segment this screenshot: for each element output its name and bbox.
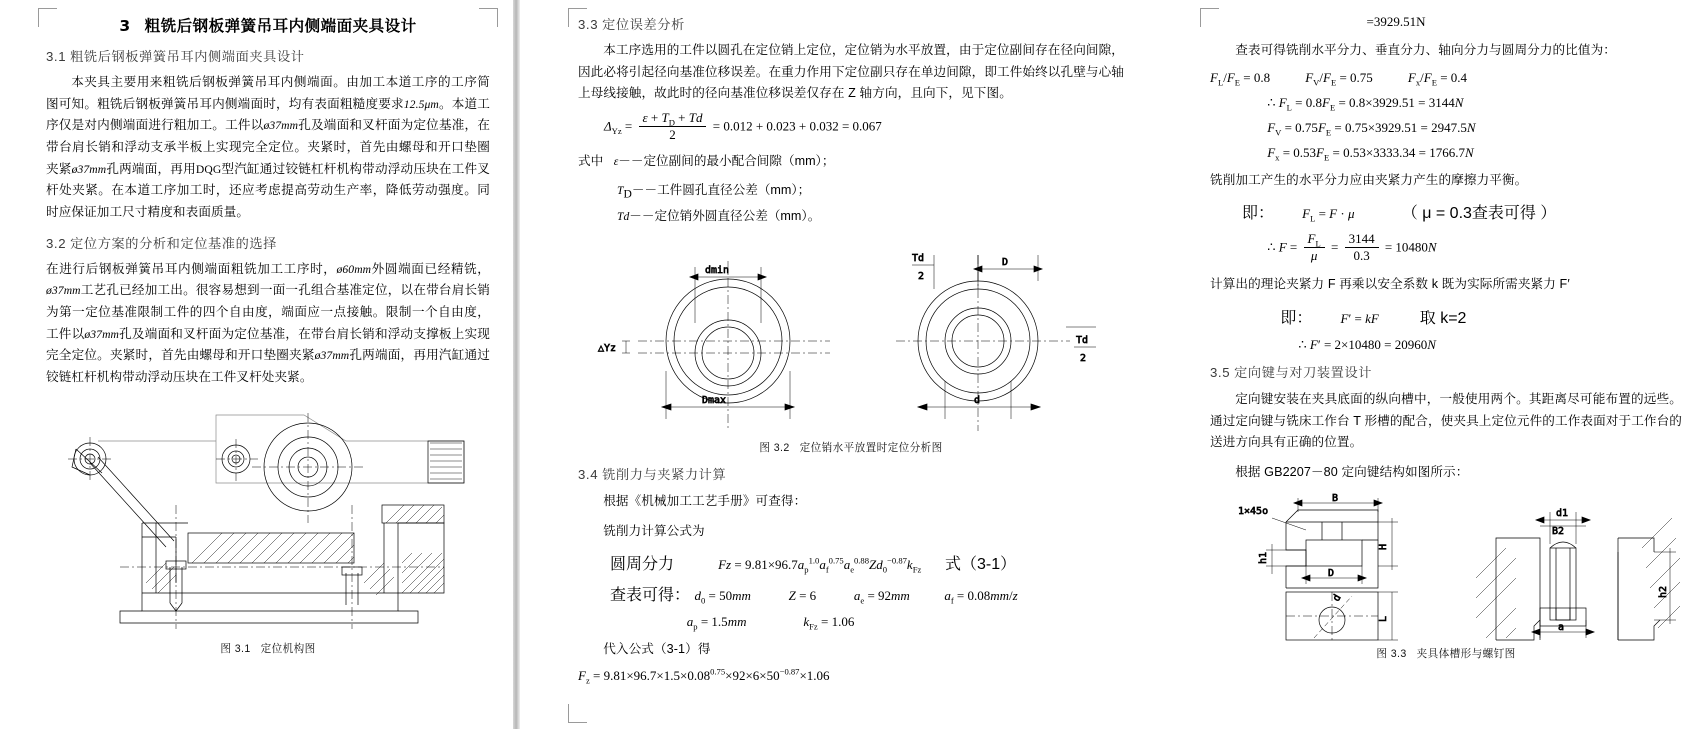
figure-3-1-drawing — [46, 397, 490, 637]
dim-delta-yz: △Yz — [598, 343, 617, 355]
paragraph-3-5: 定向键安装在夹具底面的纵向槽中，一般使用两个。其距离尽可能布置的远些。通过定向键与铣床工作台 T 形槽的配合，使夹具上定位元件的工作表面对于工作台的送进方向具有正确的位置。 — [1210, 391, 1682, 450]
figure-3-2 — [578, 231, 1124, 436]
text-run: 孔两端面，再用汽缸通过铰链杠杆机构带动浮动压块在工件叉杆处夹紧。 — [46, 348, 490, 384]
dim-a: a — [1558, 621, 1565, 633]
paragraph-safety: 计算出的理论夹紧力 F 再乘以安全系数 k 既为实际所需夹紧力 F′ — [1210, 277, 1570, 292]
symbol-TD: T — [617, 184, 624, 198]
dim-D: D — [1328, 567, 1335, 579]
text-run: 孔及端面和叉杆面为定位基准，在带台肩长销和浮动支承半板上实现完全定位。夹紧时，首先由螺母和开口垫圈夹紧 — [46, 118, 491, 176]
math-run: ø60mm — [336, 262, 372, 276]
dim-B: B — [1332, 492, 1339, 504]
where-text-1: －－定位副间的最小配合间隙（mm）； — [618, 153, 835, 168]
eq-k-note: 取 k=2 — [1419, 309, 1467, 327]
eq-label-1: 即： — [1242, 205, 1275, 223]
lookup-row-1: 查表可得： $d_0 = 50mm$ Z = 6 $a_e = 92mm$ $a_f = 0.08mm/z$ — [610, 586, 1018, 606]
figure-3-1-label: 图 3.1 — [220, 642, 251, 655]
dim-B2: B2 — [1552, 525, 1565, 537]
text-run: 工艺孔已经加工出。很容易想到一面一孔组合基准定位，以在带台肩长销为第一定位基准限制工件的四个自由度，端面应一点接触。限制一个自由度，工件以 — [46, 283, 490, 341]
math-run: ø37mm — [46, 284, 81, 298]
section-number-3-5: 3.5 — [1210, 364, 1231, 380]
dim-h2: h2 — [1658, 585, 1669, 598]
figure-3-1-caption — [46, 641, 490, 656]
section-title-3-2: 定位方案的分析和定位基准的选择 — [70, 235, 277, 251]
paragraph-handbook: 根据《机械加工工艺手册》可查得： — [603, 494, 807, 509]
paragraph-ratio: 查表可得铣削水平分力、垂直分力、轴向分力与圆周分力的比值为： — [1235, 43, 1616, 57]
fraction-FL-mu: $\frac{F_L}{\mu}$ — [1304, 231, 1325, 264]
math-run: 12.5μm — [403, 97, 439, 111]
lookup-row-2: $a_p = 1.5mm$ $k_{Fz} = 1.06$ — [686, 613, 855, 632]
math-run: ø37mm — [84, 327, 120, 341]
symbol-epsilon: ε — [613, 154, 619, 168]
text-run: 孔及端面和叉杆面为定位基准，在带台肩长销和浮动支撑板上实现完全定位。夹紧时，首先由螺母和开口垫圈夹紧 — [46, 326, 490, 363]
paragraph-substitute: 代入公式（3-1）得 — [603, 641, 711, 656]
calc-line-3: $F_x = 0.53F_E = 0.53\times 3333.34 = 1766.7N$ — [1267, 144, 1474, 163]
where-label: 式中 — [578, 153, 604, 168]
crop-mark-bottom-left — [568, 704, 587, 723]
document-page-1 — [0, 0, 520, 729]
document-page-2 — [520, 0, 1160, 729]
equation-force: ∴ F = $\frac{F_L}{\mu}$ = $\frac{3144}{0.3}$ = 10480N — [1267, 231, 1437, 264]
dim-chamfer: 1×45o — [1238, 505, 1269, 517]
section-heading-3-5 — [1210, 362, 1682, 381]
lookup-label: 查表可得： — [610, 586, 691, 604]
page-1-content — [46, 0, 490, 656]
section-number-3-4: 3.4 — [578, 467, 599, 483]
eq-friction-note: （ μ = 0.3查表可得 ） — [1401, 205, 1557, 223]
page-title — [46, 14, 490, 36]
figure-3-2-drawing — [578, 231, 1108, 436]
calc-line-2: $F_V = 0.75F_E = 0.75\times 3929.51 = 2947.5N$ — [1267, 119, 1476, 138]
page-title-text: 粗铣后钢板弹簧吊耳内侧端面夹具设计 — [144, 17, 417, 35]
section-number-3-3: 3.3 — [578, 17, 599, 32]
formula-fz-result: $F_z = 9.81\times 96.7\times 1.5\times 0.08^{0.75}\times 92\times 6\times 50^{-0.87}\times 1.06$ — [578, 667, 830, 686]
dim-D: D — [1002, 257, 1009, 269]
text-run: 外圆端面已经精铣， — [371, 261, 490, 276]
dim-H: H — [1378, 543, 1389, 550]
formula-label-circ: 圆周分力 — [610, 555, 675, 573]
where-item-3 — [578, 205, 1124, 224]
dim-d: d — [974, 395, 981, 407]
formula-locating-error: $\Delta_{Yz}$ = $\frac{\varepsilon + T_D + Td}{2}$ = 0.012 + 0.023 + 0.032 = 0.067 — [604, 109, 882, 142]
page-gutter-1 — [513, 0, 520, 729]
section-title-3-1: 粗铣后钢板弹簧吊耳内侧端面夹具设计 — [70, 49, 305, 64]
dim-Td-right: Td — [1076, 335, 1089, 347]
figure-3-3-caption — [1210, 646, 1682, 661]
equation-kf-row: 即： F′ = kF 取 k=2 — [1280, 309, 1467, 327]
text-run: 。本道工序仅是对内侧端面进行粗加工。工件以 — [46, 96, 490, 133]
figure-3-2-text: 定位销水平放置时定位分析图 — [799, 442, 943, 455]
dim-d-angled: d — [1331, 592, 1344, 604]
section-heading-3-1 — [46, 46, 490, 65]
page-2-content — [578, 0, 1124, 684]
paragraph-3-2 — [46, 259, 490, 389]
section-number-3-1: 3.1 — [46, 49, 67, 64]
fraction-3144-03: $\frac{3144}{0.3}$ — [1345, 231, 1379, 264]
figure-3-3 — [1210, 492, 1682, 642]
where-item-2 — [578, 179, 1124, 201]
dim-Dmax: Dmax — [702, 395, 727, 407]
text-run: 型汽缸通过铰链杠杆机构带动浮动压块在工件叉杆处夹紧。在本道工序加工时，还应考虑提高劳动生产率，降低劳动强度。同时应保证加工尺寸精度和表面质量。 — [46, 161, 491, 219]
where-text-3: －－定位销外圆直径公差（mm）。 — [629, 209, 821, 224]
figure-3-2-caption — [578, 440, 1124, 455]
eq-label-2: 即： — [1280, 309, 1313, 327]
ratio-row: $F_L/F_E = 0.8$ $F_V/F_E = 0.75$ $F_x/F_E = 0.4$ — [1210, 69, 1468, 88]
figure-3-3-text: 夹具体槽形与螺钉图 — [1416, 647, 1516, 660]
math-run: ø37mm — [71, 162, 107, 176]
dim-d1: d1 — [1556, 507, 1569, 519]
result-value: =3929.51N — [1366, 14, 1426, 29]
symbol-Td: Td — [617, 210, 630, 224]
dim-L: L — [1378, 615, 1389, 622]
paragraph-gb-standard: 根据 GB2207－80 定向键结构如图所示： — [1235, 464, 1469, 479]
calc-line-1: ∴ $F_L = 0.8F_E = 0.8\times 3929.51 = 3144N$ — [1267, 94, 1464, 113]
section-heading-3-3 — [578, 14, 1124, 33]
section-title-3-3: 定位误差分析 — [602, 17, 685, 32]
where-line — [578, 151, 1124, 172]
dim-dmin: dmin — [705, 265, 730, 277]
figure-3-1-text: 定位机构图 — [260, 642, 316, 655]
formula-rhs: = 0.012 + 0.023 + 0.032 = 0.067 — [712, 118, 882, 134]
text-run: 在进行后钢板弹簧吊耳内侧端面粗铣加工工序时， — [46, 261, 337, 276]
section-heading-3-4 — [578, 464, 1124, 483]
symbol-TD-sub: D — [623, 187, 632, 201]
page-3-content — [1210, 0, 1682, 661]
paragraph-milling-formula-intro: 铣削力计算公式为 — [603, 524, 705, 539]
equation-friction-row: 即： $F_L = F \cdot \mu$ （ μ = 0.3查表可得 ） — [1242, 205, 1557, 224]
section-title-3-4: 铣削力与夹紧力计算 — [602, 467, 727, 483]
page-title-number: 3 — [119, 17, 131, 35]
math-run: DQG — [195, 162, 222, 176]
where-text-2: －－工件圆孔直径公差（mm）； — [631, 183, 811, 198]
section-title-3-5: 定向键与对刀装置设计 — [1234, 364, 1373, 380]
math-run: ø37mm — [263, 119, 299, 133]
formula-circumferential: 圆周分力 $Fz = 9.81\times 96.7a_p^{1.0}a_f^{0.75}a_e^{0.88}Zd_0^{-0.87}k_{Fz}$ 式（3-1） — [610, 555, 1017, 575]
text-run: 孔两端面，再用 — [106, 161, 196, 176]
text-run: 本夹具主要用来粗铣后钢板弹簧吊耳内侧端面。由加工本道工序的工序简图可知。粗铣后钢板弹簧吊耳内侧端面时，均有表面粗糙度要求 — [46, 75, 490, 111]
section-number-3-2: 3.2 — [46, 235, 67, 251]
document-page-3 — [1160, 0, 1708, 729]
math-run: ø37mm — [314, 349, 350, 363]
dim-h1: h1 — [1258, 551, 1269, 564]
section-heading-3-2 — [46, 233, 490, 252]
figure-3-3-drawing — [1210, 492, 1680, 642]
formula-eq-number: 式（3-1） — [944, 555, 1017, 573]
figure-3-1 — [46, 397, 490, 637]
figure-3-3-label: 图 3.3 — [1376, 647, 1407, 660]
dim-Td-upper: Td — [912, 253, 925, 265]
fraction: $\frac{\varepsilon + T_D + Td}{2}$ — [639, 110, 707, 143]
paragraph-3-1 — [46, 72, 490, 224]
paragraph-3-3: 本工序选用的工件以圆孔在定位销上定位，定位销为水平放置，由于定位副间存在径向间隙，因此必将引起径向基准位移误差。在重力作用下定位副只存在单边间隙，即工件始终以孔壁与心轴上母线接触，故此时的径向基准位移误差仅存在 Z 轴方向，且向下，见下图。 — [578, 43, 1124, 101]
dim-2-right: 2 — [1080, 353, 1087, 365]
equation-final: ∴ F′ = 2×10480 = 20960N — [1298, 336, 1436, 352]
figure-3-2-label: 图 3.2 — [759, 442, 790, 455]
paragraph-balance: 铣削加工产生的水平分力应由夹紧力产生的摩擦力平衡。 — [1210, 172, 1528, 187]
dim-2-upper: 2 — [918, 271, 925, 283]
